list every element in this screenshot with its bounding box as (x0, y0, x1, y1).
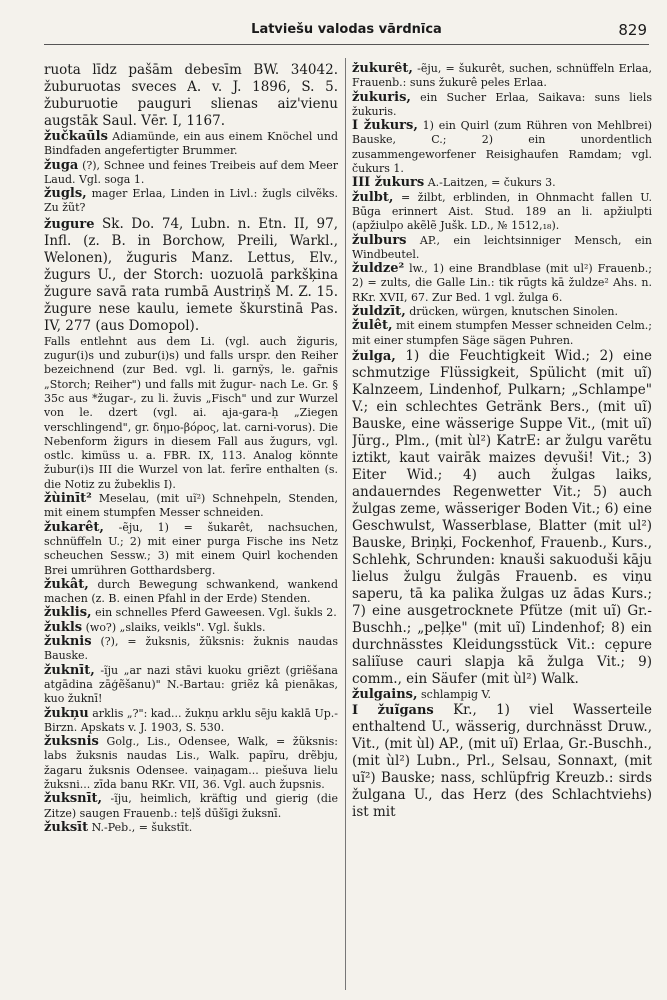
dictionary-entry (44, 621, 338, 635)
dictionary-entry (44, 130, 338, 159)
entry-headword: žukurêt, (352, 62, 413, 76)
entry-text: AP., ein leichtsinniger Mensch, ein Windbeutel. (352, 233, 652, 261)
entry-text: (?), Schnee und feines Treibeis auf dem Meer Laud. Vgl. soga 1. (44, 158, 338, 186)
entry-headword: žulbt, (352, 189, 394, 205)
dictionary-entry (44, 216, 338, 335)
entry-text: Meselau, (mit uĩ²) Schnehpeln, Stenden, mit einem stumpfen Messer schneiden. (44, 492, 338, 520)
entry-text: mager Erlaa, Linden in Livl.: žugls cilvẽks. Zu žũt? (44, 187, 338, 215)
entry-headword: žukņu (44, 705, 89, 721)
entry-text: Sk. Do. 74, Lubn. n. Etn. II, 97, Infl. (z. B. in Borchow, Preili, Warkl., Welonen), žuguris Manz. Lettus, Elv., žugurs U., der Storch: uozuolā parkšķina žugure savā rata rumbā Austriņš M. Z. 15. žugure nese kaulu, iemete škurstinā Pas. IV, 277 (aus Domopol). (44, 215, 338, 334)
dictionary-entry (352, 319, 652, 348)
entry-text: N.-Peb., = šukstīt. (88, 820, 193, 834)
dictionary-entry (44, 335, 338, 492)
entry-text: = žilbt, erblinden, in Ohnmacht fallen U. Būga erinnert Aist. Stud. 189 an li. apžiulpti (apžiulpo akẽlẽ Jušk. LD., № 1512,₁₈). (352, 190, 652, 233)
entry-headword: žuksnis (44, 734, 99, 750)
entry-headword: žulêt, (352, 318, 393, 334)
entry-headword: žukls (44, 619, 83, 635)
entry-headword: žuga (44, 157, 79, 173)
entry-text: drücken, würgen, knutschen Sinolen. (405, 305, 619, 319)
left-column (44, 62, 338, 1000)
entry-headword: žuknīt, (44, 662, 95, 678)
dictionary-entry (44, 521, 338, 578)
entry-headword: žuksnīt, (44, 791, 103, 807)
entry-text: mit einem stumpfen Messer schneiden Celm.; mit einer stumpfen Säge sägen Puhren. (352, 319, 652, 347)
dictionary-entry (352, 702, 652, 821)
entry-headword: žuldzīt, (352, 304, 406, 320)
entry-text: ein Sucher Erlaa, Saikava: suns liels žukuris. (352, 90, 652, 118)
dictionary-entry (352, 62, 652, 91)
dictionary-entry (352, 119, 652, 176)
dictionary-entry (44, 62, 338, 130)
dictionary-entry (44, 735, 338, 792)
entry-headword: žulga, (352, 348, 396, 364)
entry-text: arklis „?": kad... žukņu arklu sēju kaklā Up.-Birzn. Apskats v. J. 1903, S. 530. (44, 706, 338, 734)
entry-headword: žugls, (44, 186, 87, 202)
entry-text: -ẽju, = šukurêt, suchen, schnüffeln Erlaa, Frauenb.: suns žukurê peles Erlaa. (352, 62, 652, 90)
entry-headword: žuldze² (352, 261, 405, 277)
right-column (352, 62, 652, 1000)
dictionary-entry (44, 159, 338, 188)
dictionary-entry (44, 187, 338, 216)
entry-text: Falls entlehnt aus dem Li. (vgl. auch žiguris, zugur(i)s und zubur(i)s) und falls urspr. den Reiher bezeichnend (zur Bed. vgl. li. garnỹs, le. gar̃nis „Storch; Reiher") und falls mit žugur- nach Le. Gr. § 35c aus *žugar-, zu li. žuvis „Fisch" und zur Wurzel von le. dzert (vgl. ai. aja-gara-ḥ „Ziegen verschlingend", gr. δημο-βόρος, lat. carni-vorus). Die Nebenform žigurs in diesem Fall aus žugurs, vgl. ostlc. kimüss u. a. FBR. IX, 113. Analog könnte žubur(i)s III die Wurzel von lat. ferīre enthalten (s. die Notiz zu žubeklis I). (44, 334, 338, 491)
entry-text: (wo?) „slaiks, veikls". Vgl. šukls. (82, 620, 266, 634)
dictionary-entry (44, 635, 338, 664)
dictionary-entry (44, 792, 338, 821)
entry-headword: žukarêt, (44, 519, 104, 535)
entry-text: Kr., 1) viel Wasserteile enthaltend U., wässerig, durchnässt Druw., Vit., (mit ùl) AP., (mit uĩ) Erlaa, Gr.-Buschh., (mit ùl²) Lubn., Prl., Selsau, Sonnaxt, (mit uĩ²) Bauske; nass, schlüpfrig Kreuzb.: sirds žulgana U., das Herz (des Schlachtviehs) ist mit (352, 702, 652, 821)
entry-text: ein schnelles Pferd Gaweesen. Vgl. šukls 2. (91, 606, 337, 620)
entry-text: -ẽju, 1) = šukarêt, nachsuchen, schnüffeln U.; 2) mit einer purga Fische ins Netz scheuchen Sessw.; 3) mit einem Quirl kochenden Brei umrühren Gotthardsberg. (44, 520, 338, 577)
entry-text: durch Bewegung schwankend, wankend machen (z. B. einen Pfahl in der Erde) Stenden. (44, 577, 338, 606)
column-divider (345, 58, 346, 990)
dictionary-entry (44, 664, 338, 707)
entry-text: -ĩju, heimlich, kräftig und gierig (die Zitze) saugen Frauenb.: teļš dūšīgi žuksnī. (44, 792, 338, 820)
dictionary-entry (352, 191, 652, 234)
entry-headword: žuklis, (44, 605, 92, 621)
entry-headword: žulburs (352, 232, 407, 248)
page-title: Latviešu valodas vārdnīca (251, 22, 442, 37)
entry-headword: I žuĩgans (352, 703, 434, 719)
dictionary-entry (352, 234, 652, 263)
entry-headword: žukuris, (352, 89, 411, 105)
page-number: 829 (618, 21, 647, 39)
dictionary-entry (44, 821, 338, 835)
entry-headword: žučkaūls (44, 129, 108, 144)
entry-text: Adiamünde, ein aus einem Knöchel und Bindfaden angefertigter Brummer. (44, 130, 338, 158)
entry-headword: žuknis (44, 634, 92, 650)
entry-text: lw., 1) eine Brandblase (mit ul²) Frauenb.; 2) = zults, die Galle Lin.: tik rūgts kā žuldze² Ahs. n. RKr. XVII, 67. Zur Bed. 1 vgl. žulga 6. (352, 262, 652, 304)
entry-text: 1) ein Quirl (zum Rühren von Mehlbrei) Bauske, C.; 2) ein unordentlich zusammengeworfener Reisighaufen Ramdam; vgl. čukurs 1. (352, 119, 652, 176)
dictionary-entry (44, 578, 338, 607)
dictionary-entry (352, 688, 652, 702)
entry-headword: žukât, (44, 576, 89, 592)
entry-text: 1) die Feuchtigkeit Wid.; 2) eine schmutzige Flüssigkeit, Spülicht (mit uĩ) Kalnzeem, Lindenhof, Pulkarn; „Schlampe" V.; ein schlechtes Getränk Bers., (mit uĩ) Bauske, eine wässerige Suppe Vit., (mit uĩ) Jürg., Plm., (mit ùl²) KatrE: ar žulgu varẽtu iztikt, kaut vairāk maizes dẹvuši! Vit.; 3) Eiter Wid.; 4) auch žulgas laiks, andauerndes Regenwetter Vit.; 5) auch žulgas zeme, wässeriger Boden Vit.; 6) eine Geschwulst, Wasserblase, Blatter (mit ul²) Bauske, Briņķi, Fockenhof, Frauenb., Kurs., Schlehk, Schrunden: knauši sakuoduši kāju lielus žulgu žulgās Frauenb. es viņu saperu, tā ka palika žulgas uz ādas Kurs.; 7) eine ausgetrocknete Pfütze (mit uĩ) Gr.-Buschh.; „peļķe" (mit uĩ) Lindenhof; 8) ein durchnässtes Kleidungsstück Vit.: cẹpure saliĩuse cauri slapja kā žulga Vit.; 9) comm., ein Säufer (mit ùl²) Walk. (352, 347, 652, 687)
entry-text: (?), = žuksnis, žũksnis: žuknis naudas Bauske. (44, 635, 338, 663)
page-header (44, 22, 649, 45)
entry-headword: žulgains, (352, 686, 418, 702)
dictionary-entry (44, 492, 338, 521)
dictionary-entry (352, 348, 652, 688)
entry-text: ruota līdz pašām debesīm BW. 34042. žuburuotas sveces A. v. J. 1896, S. 5. žuburuotie pauguri slienas aiz'vienu augstāk Saul. Vēr. I, 1167. (44, 62, 338, 129)
entry-text: schlampig V. (417, 687, 492, 701)
dictionary-entry (352, 176, 652, 190)
dictionary-entry (352, 262, 652, 305)
entry-text: Golg., Lis., Odensee, Walk, = žũksnis: labs žuksnis naudas Lis., Walk. papĩru, drẽbju, žagaru žuksnis Odensee. vaiņagam... piešuva lielu žuksni... zīda banu RKr. VII, 36. Vgl. auch župsnis. (44, 735, 338, 791)
entry-text: A.-Laitzen, = čukurs 3. (424, 176, 556, 190)
dictionary-entry (44, 707, 338, 736)
entry-headword: žùinīt² (44, 491, 92, 507)
dictionary-entry (44, 606, 338, 620)
entry-headword: III žukurs (352, 175, 425, 191)
dictionary-entry (352, 91, 652, 120)
entry-headword: žugure (44, 216, 95, 232)
entry-headword: žuksīt (44, 819, 89, 835)
entry-headword: I žukurs, (352, 118, 418, 134)
dictionary-entry (352, 305, 652, 319)
entry-text: -ĩju „ar nazi stāvi kuoku griẽzt (griẽšana atgādina zāģẽšanu)" N.-Bartau: griẽz kâ pienākas, kuo žuknī! (44, 663, 338, 706)
